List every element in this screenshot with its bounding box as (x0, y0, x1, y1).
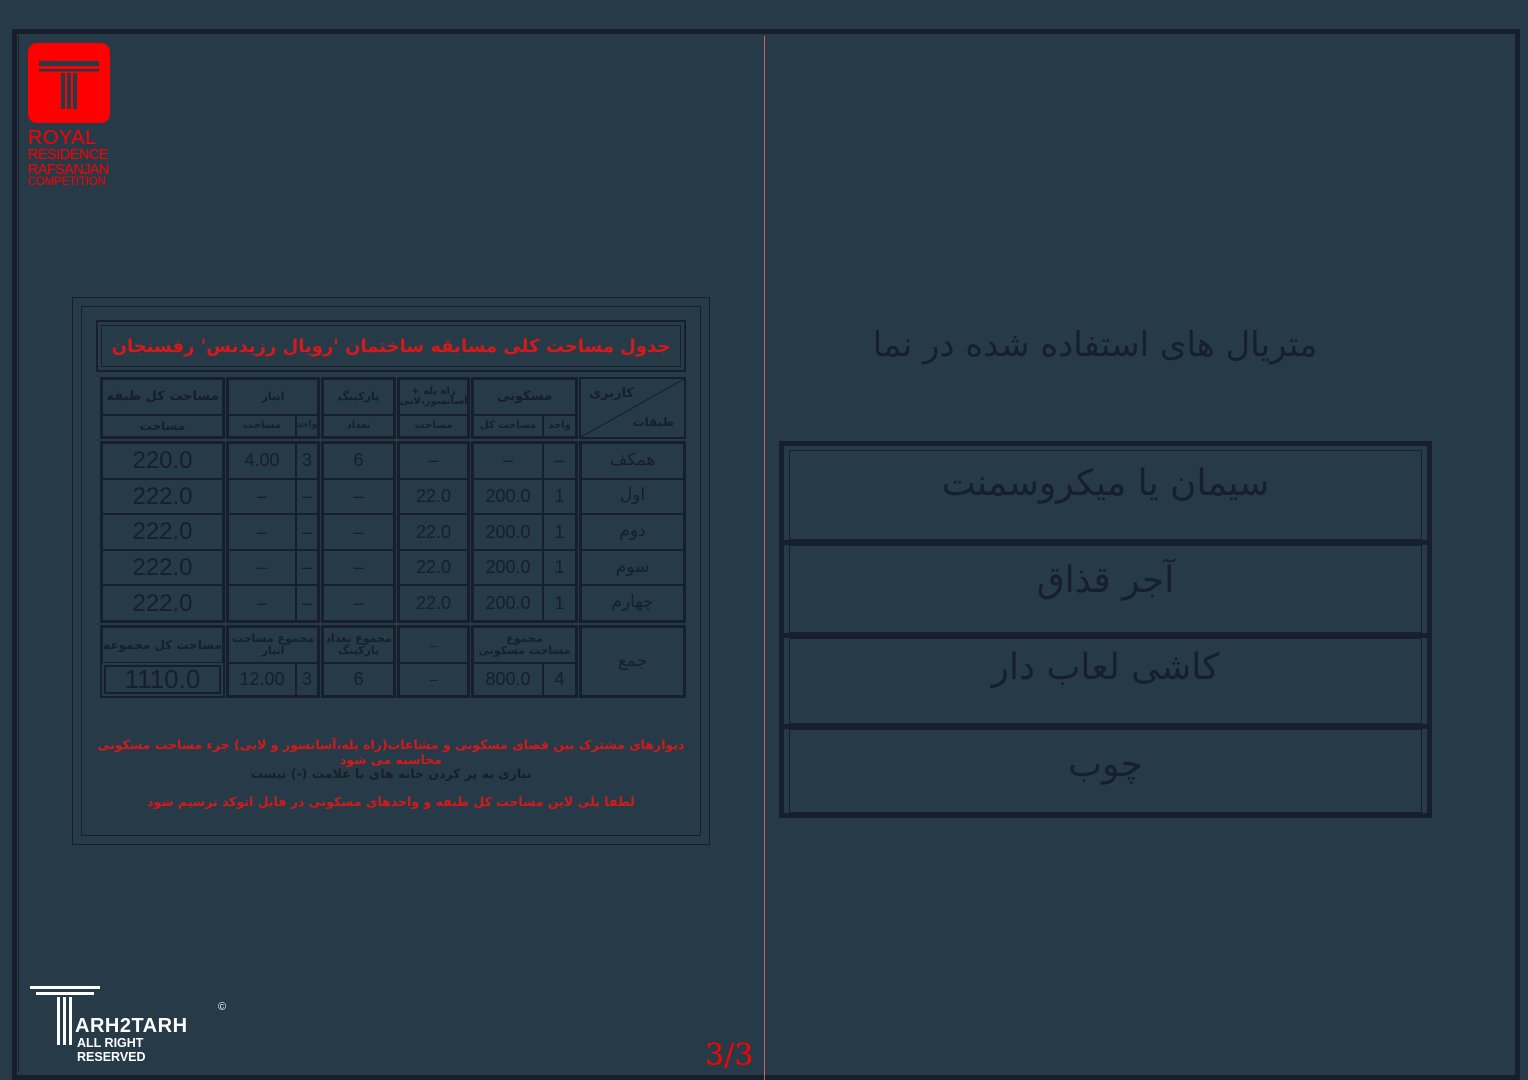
stair-area: 22.0 (399, 479, 468, 515)
usage-header: کاربری (589, 386, 634, 401)
storage-unit: – (296, 514, 318, 550)
storage-header: انبار (228, 379, 318, 415)
residential-unit: 1 (543, 550, 576, 586)
parking-count: – (323, 479, 394, 515)
residential-unit: – (543, 443, 576, 479)
floor-total-area: 220.0 (102, 443, 223, 479)
sum-parking-value: 6 (323, 663, 394, 696)
residential-header: مسکونی (473, 379, 576, 415)
floors-header: طبقات (632, 415, 674, 430)
sheet-divider (764, 36, 765, 1080)
note-dash-cells: نیازی به پر کردن خانه های با علامت (-) نیست (250, 766, 532, 781)
stair-area: 22.0 (399, 585, 468, 621)
parking-count: – (323, 585, 394, 621)
material-item-glazed-tile: کاشی لعاب دار (789, 638, 1422, 724)
storage-area-header: مساحت (228, 415, 296, 437)
sum-storage-area: 12.00 (228, 663, 296, 696)
storage-area: – (228, 514, 296, 550)
sum-storage-label: مجموع مساحت انبار (228, 627, 318, 663)
residential-total-header: مساحت کل (473, 415, 543, 437)
storage-unit: – (296, 550, 318, 586)
parking-count: – (323, 514, 394, 550)
page-number: 3/3 (705, 1038, 754, 1073)
storage-unit-header: واحد (296, 415, 318, 437)
logo-line-4: COMPETITION (28, 176, 106, 188)
floor-total-area: 222.0 (102, 479, 223, 515)
sum-residential-area: 800.0 (473, 663, 543, 696)
residential-area: 200.0 (473, 514, 543, 550)
sum-storage-unit: 3 (296, 663, 318, 696)
residential-area: 200.0 (473, 550, 543, 586)
materials-list (779, 441, 1432, 818)
floor-total-area-header: مساحت (102, 415, 223, 437)
parking-count: 6 (323, 443, 394, 479)
floor-name: دوم (581, 514, 684, 550)
stair-area-header: مساحت (399, 415, 468, 437)
residential-unit: 1 (543, 585, 576, 621)
storage-unit: 3 (296, 443, 318, 479)
material-item-brick: آجر قذاق (789, 545, 1422, 633)
storage-area: 4.00 (228, 443, 296, 479)
parking-header: پارکینگ (323, 379, 394, 415)
logo-t-icon (28, 43, 110, 123)
floor-name: سوم (581, 550, 684, 586)
residential-area: – (473, 443, 543, 479)
storage-area: – (228, 479, 296, 515)
watermark-rights: ALL RIGHT RESERVED (77, 1036, 146, 1064)
sum-stair-label: – (399, 627, 468, 663)
floor-total-area: 222.0 (102, 585, 223, 621)
usage-floors-header (581, 379, 684, 437)
watermark-brand: ARH2TARH (75, 1015, 188, 1037)
stair-header: راه پله + آسانسور،لابی (399, 379, 468, 415)
floor-name: همکف (581, 443, 684, 479)
table-title-box (96, 320, 686, 372)
table-title: جدول مساحت کلی مسابقه ساختمان 'رویال رزیدنس' رفسنجان (111, 335, 671, 357)
storage-unit: – (296, 585, 318, 621)
storage-area: – (228, 550, 296, 586)
sum-residential-label: مجموع مساحت مسکونی (473, 627, 576, 663)
sum-parking-label: مجموع تعداد پارکینگ (323, 627, 394, 663)
material-item-cement: سیمان یا میکروسمنت (789, 450, 1422, 540)
sum-residential-unit: 4 (543, 663, 576, 696)
logo-line-2: RESIDENCE (28, 147, 109, 163)
parking-count-header: تعداد (323, 415, 394, 437)
logo-line-3: RAFSANJAN (28, 161, 109, 178)
stair-area: 22.0 (399, 514, 468, 550)
note-shared-walls: دیوارهای مشترک بین فضای مسکونی و مشاعات(راه پله،آسانسور و لابی) جزء مساحت مسکونی محاسبه می شود (97, 737, 685, 767)
sum-label: جمع (581, 627, 684, 696)
material-item-wood: چوب (789, 729, 1422, 813)
residential-area: 200.0 (473, 479, 543, 515)
residential-unit: 1 (543, 514, 576, 550)
logo-line-1: ROYAL (28, 127, 97, 149)
floor-name: چهارم (581, 585, 684, 621)
stair-area: 22.0 (399, 550, 468, 586)
storage-unit: – (296, 479, 318, 515)
residential-unit: 1 (543, 479, 576, 515)
sum-stair-value: – (399, 663, 468, 696)
floor-total-area: 222.0 (102, 550, 223, 586)
stair-area: – (399, 443, 468, 479)
residential-unit-header: واحد (543, 415, 576, 437)
sum-total-value: 1110.0 (104, 665, 221, 694)
royal-residence-logo (28, 43, 112, 189)
floor-name: اول (581, 479, 684, 515)
sum-total-label: مساحت کل مجموعه (102, 627, 223, 663)
watermark-copyright: © (218, 1001, 227, 1013)
residential-area: 200.0 (473, 585, 543, 621)
floor-total-header: مساحت کل طبقه (102, 379, 223, 415)
note-polyline: لطفا پلی لاین مساحت کل طبقه و واحدهای مسکونی در فایل اتوکد ترسیم شود (147, 794, 635, 809)
materials-title: متریال های استفاده شده در نما (872, 325, 1318, 365)
floor-total-area: 222.0 (102, 514, 223, 550)
parking-count: – (323, 550, 394, 586)
storage-area: – (228, 585, 296, 621)
